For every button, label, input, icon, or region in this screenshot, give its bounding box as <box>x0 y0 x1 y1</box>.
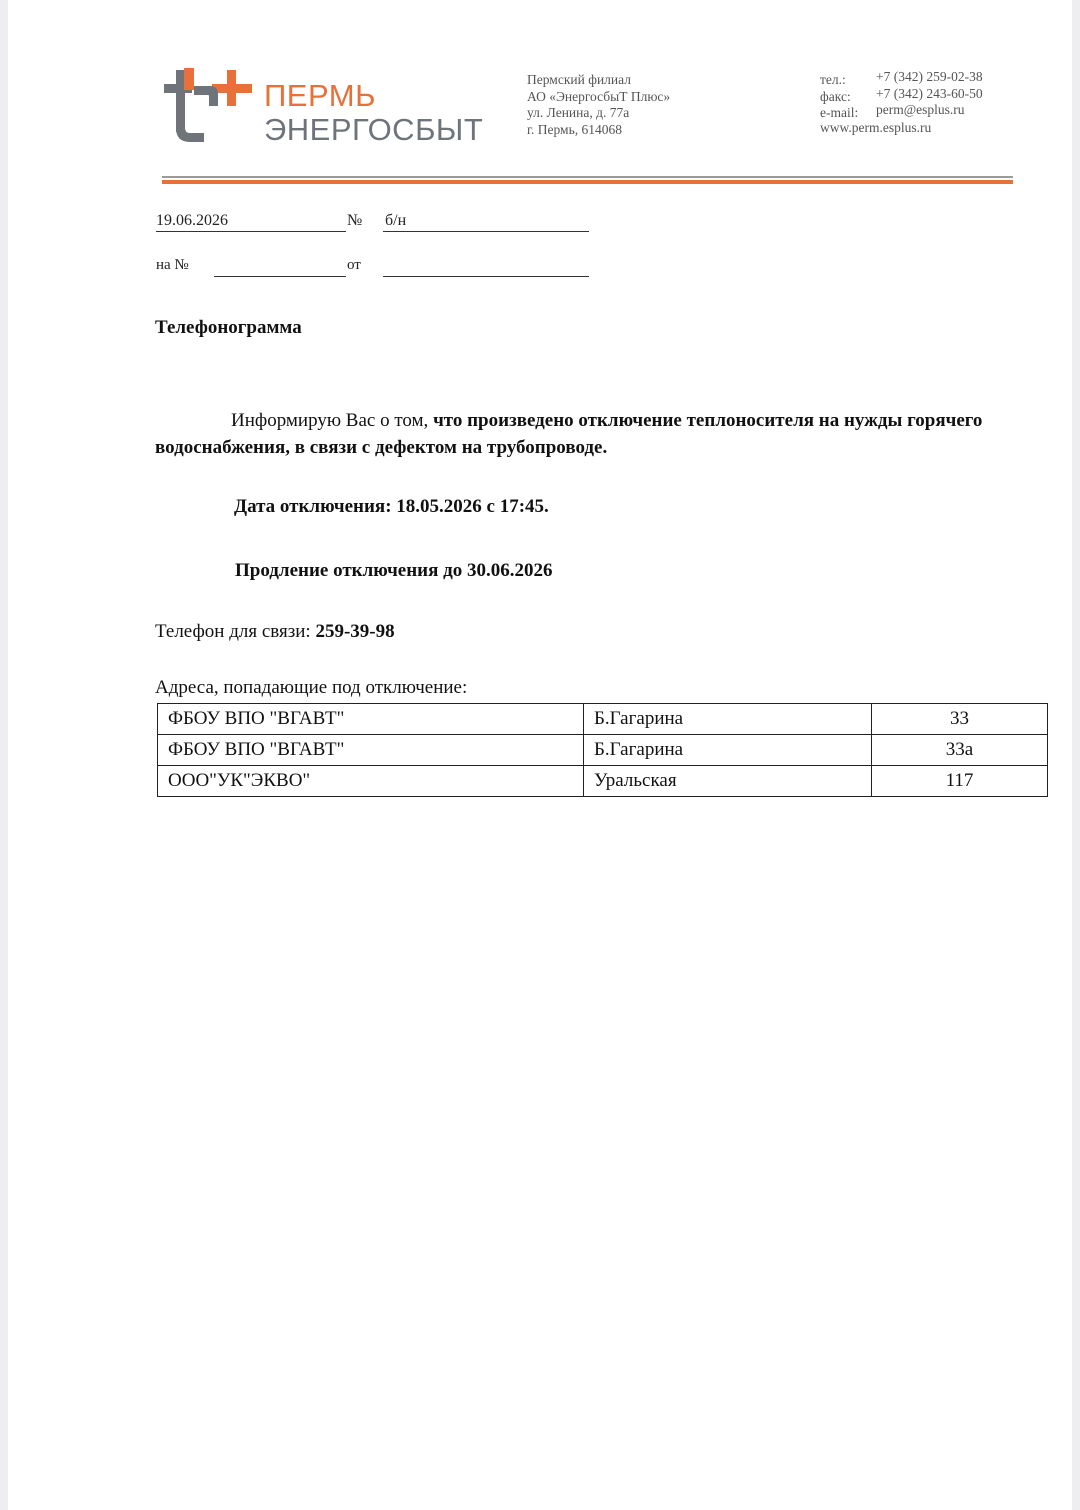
branch-line: АО «ЭнергосбыТ Плюс» <box>527 88 671 104</box>
contact-labels <box>820 72 858 122</box>
branch-line: г. Пермь, 614068 <box>527 121 623 137</box>
energosbyt-logo-icon <box>164 68 256 146</box>
extension-date: Продление отключения до 30.06.2026 <box>235 560 553 581</box>
number-label: № <box>347 212 363 229</box>
branch-address <box>527 72 670 138</box>
number-underline <box>383 231 589 232</box>
reply-number-underline <box>214 276 346 277</box>
phone-label: тел.: <box>820 72 846 87</box>
house-cell: 117 <box>872 766 1048 797</box>
street-cell: Уральская <box>584 766 872 797</box>
header-rule-grey <box>162 176 1013 178</box>
header-rule-orange <box>162 180 1013 184</box>
date-underline <box>156 231 346 232</box>
brand-name-line2: ЭНЕРГОСБЫТ <box>264 112 484 147</box>
email-label: e-mail: <box>820 105 859 120</box>
shutdown-date: Дата отключения: 18.05.2026 с 17:45. <box>234 496 549 517</box>
from-label: от <box>347 257 361 273</box>
contact-values <box>876 69 983 119</box>
reply-label: на № <box>156 257 189 273</box>
addresses-heading: Адреса, попадающие под отключение: <box>155 677 468 698</box>
intro-text: Информирую Вас о том, <box>231 410 434 431</box>
email-value[interactable]: perm@esplus.ru <box>876 102 965 117</box>
house-cell: 33а <box>872 735 1048 766</box>
house-cell: 33 <box>872 704 1048 735</box>
org-cell: ФБОУ ВПО "ВГАВТ" <box>158 735 584 766</box>
street-cell: Б.Гагарина <box>584 735 872 766</box>
org-cell: ФБОУ ВПО "ВГАВТ" <box>158 704 584 735</box>
fax-label: факс: <box>820 88 851 104</box>
contact-phone-value: 259-39-98 <box>315 621 395 642</box>
fax-value: +7 (342) 243-60-50 <box>876 85 983 101</box>
addresses-table <box>157 703 1048 797</box>
contact-phone-line <box>155 621 395 643</box>
branch-line: Пермский филиал <box>527 72 631 87</box>
table-row <box>158 766 1048 797</box>
brand-name-line1: ПЕРМЬ <box>264 78 376 113</box>
contact-phone-label: Телефон для связи: <box>155 621 316 642</box>
table-row <box>158 704 1048 735</box>
document-page <box>8 0 1072 1510</box>
intro-bold-text: что произведено отключение теплоносителя на нужды горячего водоснабжения, в связи с дефектом на трубопроводе. <box>155 410 983 458</box>
document-date: 19.06.2026 <box>156 212 228 229</box>
from-date-underline <box>383 276 589 277</box>
table-row <box>158 735 1048 766</box>
document-title: Телефонограмма <box>155 317 302 338</box>
document-number: б/н <box>385 212 407 229</box>
website-link[interactable]: www.perm.esplus.ru <box>820 120 932 135</box>
street-cell: Б.Гагарина <box>584 704 872 735</box>
branch-line: ул. Ленина, д. 77а <box>527 105 630 120</box>
phone-value: +7 (342) 259-02-38 <box>876 69 983 84</box>
org-cell: ООО"УК"ЭКВО" <box>158 766 584 797</box>
body-paragraph <box>155 407 1005 461</box>
